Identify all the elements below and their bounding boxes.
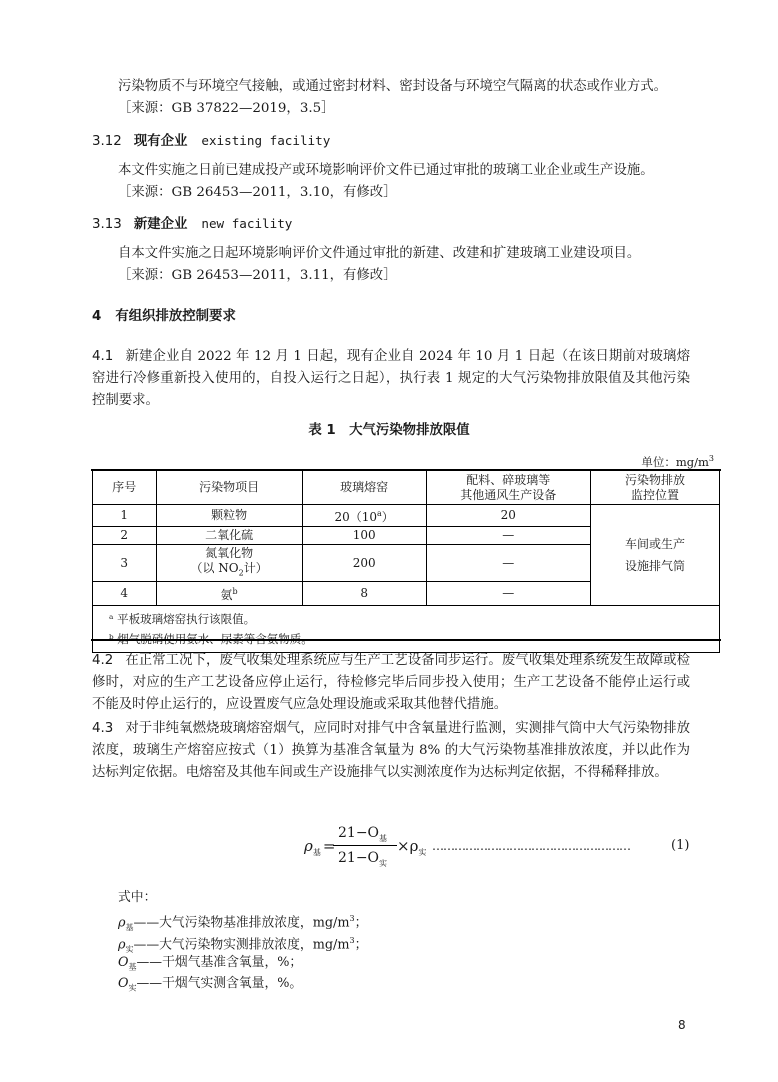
item-text: 氨 xyxy=(220,588,233,603)
formula-leader-dots: ……………………………………………… xyxy=(432,839,630,853)
cell-other: — xyxy=(426,545,590,582)
term-en: existing facility xyxy=(201,133,331,148)
item-line2-sub: 2 xyxy=(238,568,244,578)
term-en: new facility xyxy=(201,216,293,231)
header-location xyxy=(590,471,719,505)
item-line2-text: （以 NO xyxy=(190,561,239,575)
header-location-line2: 监控位置 xyxy=(630,487,679,502)
table-note-b: ᵇ 烟气脱硝使用氨水、尿素等含氨物质。 xyxy=(93,629,720,653)
cell-no: 3 xyxy=(93,545,157,582)
def-sup: 3 xyxy=(349,936,355,945)
source-note: ［来源：GB 26453—2011，3.10，有修改］ xyxy=(118,185,397,200)
where-intro: 式中： xyxy=(118,890,157,905)
location-line2: 设施排气筒 xyxy=(624,559,685,574)
def-end: ； xyxy=(354,915,368,931)
cell-no: 2 xyxy=(93,527,157,545)
formula-rhs xyxy=(397,835,426,864)
cell-no: 4 xyxy=(93,582,157,606)
page-number: 8 xyxy=(678,1018,686,1032)
definition-text: 污染物质不与环境空气接触，或通过密封材料、密封设备与环境空气隔离的状态或作业方式。 xyxy=(118,79,668,94)
symbol: O xyxy=(118,955,129,970)
header-item: 污染物项目 xyxy=(156,471,302,505)
def-text: ——大气污染物实测排放浓度，mg/m xyxy=(133,937,350,953)
section-number: 3.13 xyxy=(92,217,122,232)
section-number: 3.12 xyxy=(92,134,122,149)
cell-furnace xyxy=(302,505,426,527)
section-3-13-heading xyxy=(92,213,292,236)
table-caption: 表 1 大气污染物排放限值 xyxy=(308,423,470,438)
section-number: 4 xyxy=(92,309,102,324)
times-rho: ×ρ xyxy=(397,837,419,855)
symbol-sub: 基 xyxy=(128,962,137,972)
clause-4-3 xyxy=(92,718,690,784)
numerator-sub: 基 xyxy=(379,833,388,843)
item-line1: 氮氧化物 xyxy=(205,546,254,560)
symbol-sub: 实 xyxy=(125,944,134,954)
denominator-sub: 实 xyxy=(379,858,388,868)
source-note: ［来源：GB 26453—2011，3.11，有修改］ xyxy=(118,268,397,283)
rhs-sub: 实 xyxy=(418,848,427,857)
unit-text: 单位：mg/m xyxy=(641,454,709,469)
table-note-row xyxy=(93,606,720,630)
header-no: 序号 xyxy=(93,471,157,505)
equals-sign: = xyxy=(322,837,336,855)
item-line2 xyxy=(160,561,299,580)
cell-furnace: 8 xyxy=(302,582,426,606)
cell-item: 二氧化硫 xyxy=(156,527,302,545)
header-other-line2: 其他通风生产设备 xyxy=(460,487,557,502)
denominator-text: 21−O xyxy=(338,850,380,866)
cell-furnace: 100 xyxy=(302,527,426,545)
table-note-a: ᵃ 平板玻璃熔窑执行该限值。 xyxy=(93,606,720,630)
formula-label: (1) xyxy=(671,838,690,853)
furnace-sup: a xyxy=(377,509,382,518)
definition-o-actual xyxy=(118,974,302,999)
formula-denominator xyxy=(338,847,387,875)
clause-text: 新建企业自 2022 年 12 月 1 日起，现有企业自 2024 年 10 月 1 日起（在该日期前对玻璃熔窑进行冷修重新投入使用的，自投入运行之日起），执行表 1 规定的大气污染物排放限值及其他污染控制要求。 xyxy=(92,349,690,408)
clause-text: 在正常工况下，废气收集处理系统应与生产工艺设备同步运行。废气收集处理系统发生故障或检修时，对应的生产工艺设备应停止运行，待检修完毕后同步投入使用；生产工艺设备不能停止运行或不能及时停止运行的，应设置废气应急处理设施或采取其他替代措施。 xyxy=(92,653,690,712)
source-note: ［来源：GB 37822—2019，3.5］ xyxy=(118,101,335,116)
term-cn: 新建企业 xyxy=(133,217,188,232)
table-header-row xyxy=(93,471,720,505)
item-line2-end: 计） xyxy=(243,561,268,575)
cell-other: 20 xyxy=(426,505,590,527)
cell-other: — xyxy=(426,527,590,545)
symbol: O xyxy=(118,976,129,991)
term-cn: 现有企业 xyxy=(133,134,188,149)
def-end: ； xyxy=(354,937,368,953)
clause-text: 对于非纯氧燃烧玻璃熔窑烟气，应同时对排气中含氧量进行监测，实测排气筒中大气污染物排放浓度，玻璃生产熔窑应按式（1）换算为基准含氧量为 8% 的大气污染物基准排放浓度，并以此作为达标判定依据。电熔窑及其他车间或生产设施排气以实测浓度作为达标判定依据，不得稀释排放。 xyxy=(92,721,690,780)
clause-number: 4.1 xyxy=(92,349,114,364)
header-other xyxy=(426,471,590,505)
def-text: ——大气污染物基准排放浓度，mg/m xyxy=(133,915,350,931)
clause-4-1 xyxy=(92,346,690,412)
cell-location xyxy=(590,505,719,606)
symbol-sub: 实 xyxy=(128,983,137,993)
def-text: ——干烟气实测含氧量，%。 xyxy=(136,976,303,991)
clause-number: 4.3 xyxy=(92,721,114,736)
section-title: 有组织排放控制要求 xyxy=(115,309,236,324)
table-row xyxy=(93,505,720,527)
lhs-symbol: ρ xyxy=(304,837,313,855)
section-4-heading xyxy=(92,306,236,328)
def-sup: 3 xyxy=(349,914,355,923)
header-location-line1: 污染物排放 xyxy=(624,472,685,487)
table-unit xyxy=(641,451,714,470)
cell-other: — xyxy=(426,582,590,606)
symbol: ρ xyxy=(118,915,126,931)
header-furnace: 玻璃熔窑 xyxy=(302,471,426,505)
location-line1: 车间或生产 xyxy=(624,537,685,552)
def-text: ——干烟气基准含氧量，%； xyxy=(136,955,303,970)
emission-limit-table xyxy=(92,470,720,653)
furnace-end: ） xyxy=(381,510,394,524)
cell-item xyxy=(156,545,302,582)
symbol: ρ xyxy=(118,937,126,953)
cell-no: 1 xyxy=(93,505,157,527)
cell-item xyxy=(156,582,302,606)
header-other-line1: 配料、碎玻璃等 xyxy=(466,472,551,487)
clause-4-2 xyxy=(92,650,690,716)
unit-sup: 3 xyxy=(708,454,714,463)
clause-number: 4.2 xyxy=(92,653,114,668)
numerator-text: 21−O xyxy=(338,825,380,841)
item-sup: b xyxy=(232,587,238,597)
formula-lhs xyxy=(304,835,335,864)
definition-text: 本文件实施之日前已建成投产或环境影响评价文件已通过审批的玻璃工业企业或生产设施。 xyxy=(118,163,654,178)
symbol-sub: 基 xyxy=(125,922,134,932)
cell-furnace: 200 xyxy=(302,545,426,582)
cell-item: 颗粒物 xyxy=(156,505,302,527)
fraction-bar xyxy=(333,845,397,846)
definition-text: 自本文件实施之日起环境影响评价文件通过审批的新建、改建和扩建玻璃工业建设项目。 xyxy=(118,246,641,261)
furnace-value: 20（10 xyxy=(334,510,378,524)
lhs-sub: 基 xyxy=(312,848,321,857)
section-3-12-heading xyxy=(92,130,330,153)
